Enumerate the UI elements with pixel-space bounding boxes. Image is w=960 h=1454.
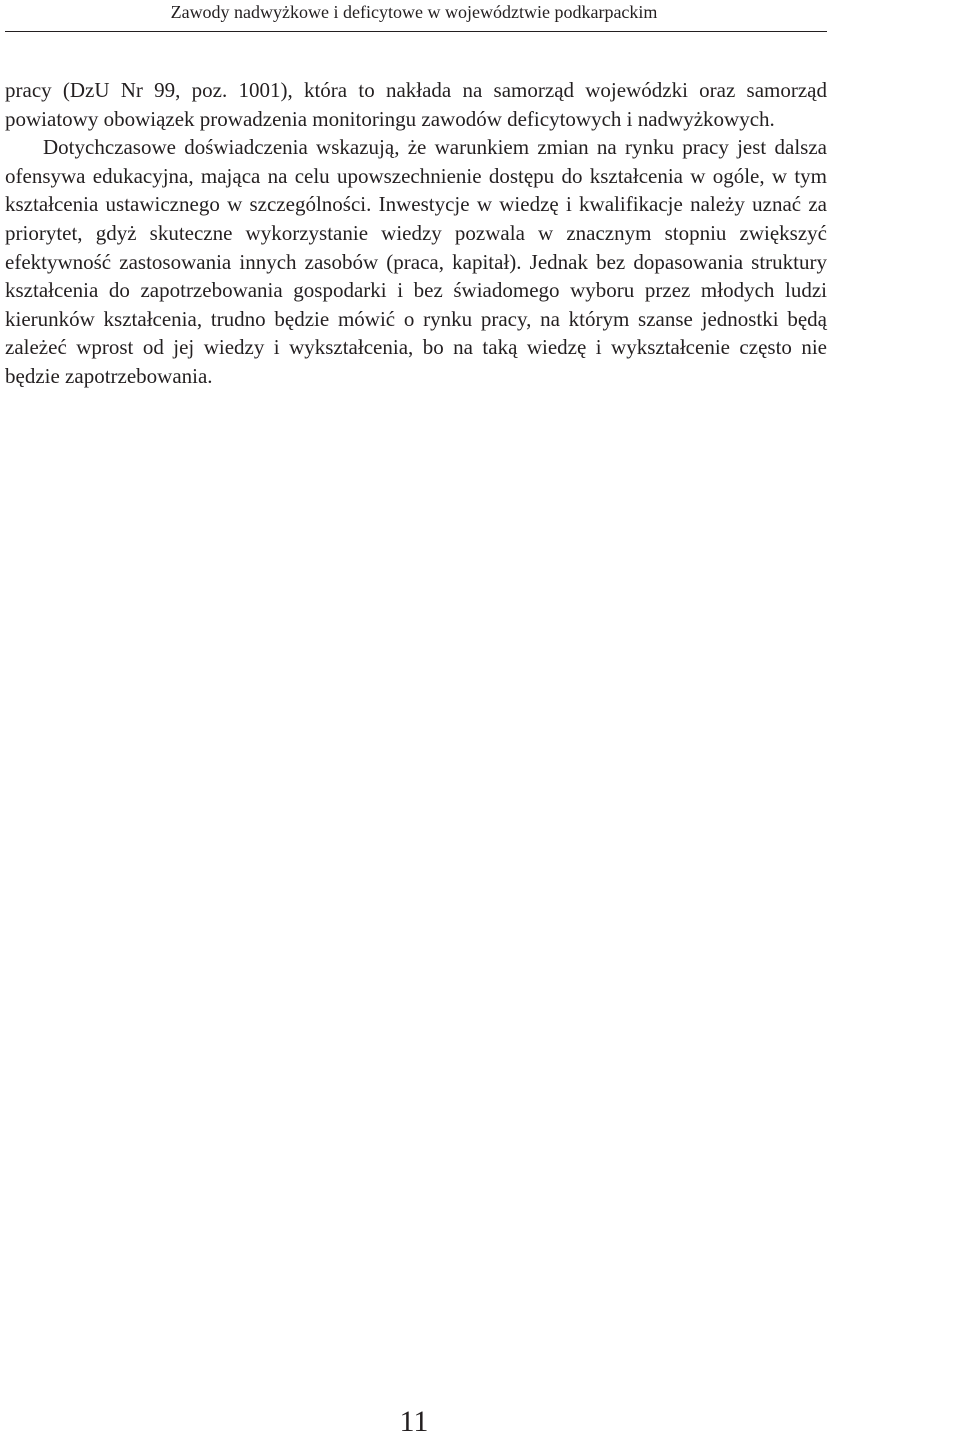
running-header: Zawody nadwyżkowe i deficytowe w województwie podkarpackim (170, 2, 658, 22)
page-number: 11 (399, 1405, 429, 1438)
paragraph: Dotychczasowe doświadczenia wskazują, że warunkiem zmian na rynku pracy jest dalsza ofensywa edukacyjna, mająca na celu upowszechnienie dostępu do kształcenia w ogóle, w tym kształcenia ustawicznego w szczególności. Inwestycje w wiedzę i kwalifikacje należy uznać za priorytet, gdyż skuteczne wykorzystanie wiedzy pozwala w znacznym stopniu zwiększyć efektywność zastosowania innych zasobów (praca, kapitał). Jednak bez dopasowania struktury kształcenia do zapotrzebowania gospodarki i bez świadomego wyboru przez młodych ludzi kierunków kształcenia, trudno będzie mówić o rynku pracy, na którym szanse jednostki będą zależeć wprost od jej wiedzy i wykształcenia, bo na taką wiedzę i wykształcenie często nie będzie zapotrzebowania. (5, 135, 827, 388)
paragraph-continuation: pracy (DzU Nr 99, poz. 1001), która to nakłada na samorząd wojewódzki oraz samorząd powiatowy obowiązek prowadzenia monitoringu zawodów deficytowych i nadwyżkowych. (5, 78, 827, 131)
header-divider (5, 31, 827, 32)
body-text (5, 76, 827, 391)
